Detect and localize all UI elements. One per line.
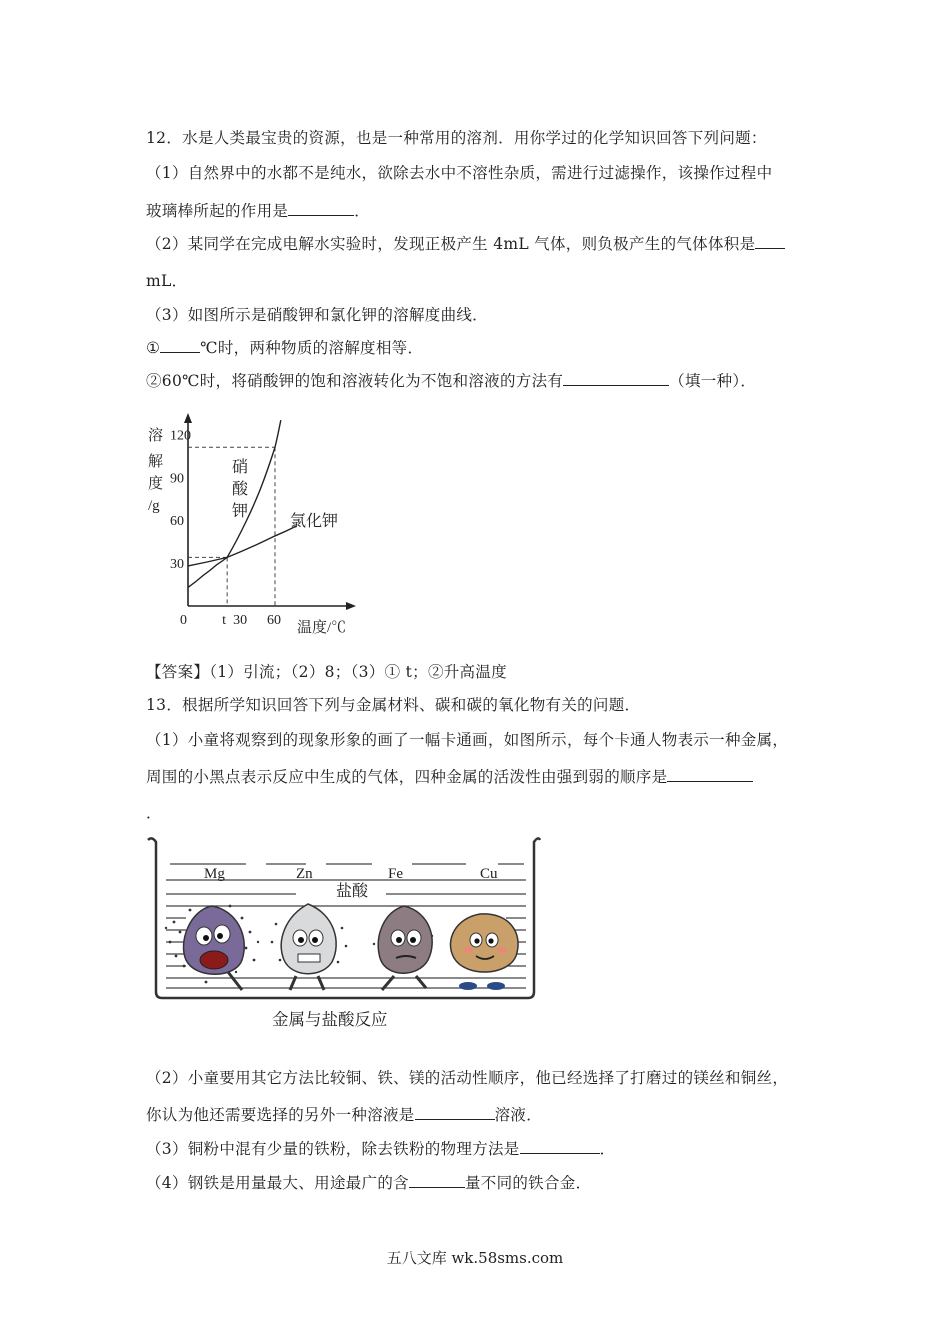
circled-1: ① bbox=[146, 339, 161, 357]
q12-part3: （3）如图所示是硝酸钾和氯化钾的溶解度曲线． bbox=[146, 306, 488, 324]
q13-part2-line2 bbox=[146, 1103, 542, 1125]
metal-label-mg: Mg bbox=[204, 866, 225, 882]
q13-part1-line3: ． bbox=[146, 804, 162, 822]
y-axis-label-char: 解 bbox=[148, 454, 164, 470]
q12-stem: 12．水是人类最宝贵的资源，也是一种常用的溶剂．用你学过的化学知识回答下列问题： bbox=[146, 129, 767, 147]
q12-part3-sub2 bbox=[146, 369, 756, 391]
x-tick-label: 60 bbox=[267, 613, 281, 628]
q13-part2-end: 溶液． bbox=[494, 1106, 543, 1124]
beaker-illustration bbox=[146, 832, 542, 1004]
answer-blank[interactable] bbox=[409, 1173, 465, 1188]
answer-blank[interactable] bbox=[160, 338, 200, 353]
q13-part1-line1: （1）小童将观察到的现象形象的画了一幅卡通画，如图所示，每个卡通人物表示一种金属， bbox=[146, 731, 789, 749]
kno3-label-char: 钾 bbox=[232, 503, 249, 520]
kcl-label: 氯化钾 bbox=[290, 513, 339, 530]
metal-label-zn: Zn bbox=[296, 866, 313, 882]
q12-part1-line2 bbox=[146, 199, 370, 221]
answer-blank[interactable] bbox=[415, 1105, 495, 1120]
y-axis-arrow bbox=[184, 413, 192, 423]
q13-part2-text: 你认为他还需要选择的另外一种溶液是 bbox=[146, 1106, 415, 1124]
y-tick-label: 90 bbox=[170, 471, 184, 487]
q12-part1-end: ． bbox=[354, 202, 371, 220]
q13-part3 bbox=[146, 1137, 615, 1159]
acid-label: 盐酸 bbox=[336, 881, 369, 900]
q12-part2-line2: mL． bbox=[146, 272, 188, 290]
q12-part3-sub1 bbox=[146, 336, 423, 358]
x-tick-label: t bbox=[222, 613, 227, 628]
footer-watermark: 五八文库 wk.58sms.com bbox=[386, 1249, 564, 1267]
q12-part3-sub1-text: ℃时，两种物质的溶解度相等． bbox=[200, 339, 424, 357]
x-axis-label: 温度/℃ bbox=[297, 620, 347, 636]
origin-label: 0 bbox=[180, 613, 187, 628]
zn-character bbox=[271, 904, 348, 990]
kcl-curve bbox=[188, 526, 297, 566]
solubility-chart bbox=[140, 408, 380, 640]
q13-part4-text: （4）钢铁是用量最大、用途最广的含 bbox=[146, 1174, 409, 1192]
q13-part1-line2 bbox=[146, 765, 753, 787]
answer-blank[interactable] bbox=[288, 201, 354, 216]
q12-part3-sub2-text: ②60℃时，将硝酸钾的饱和溶液转化为不饱和溶液的方法有 bbox=[146, 372, 564, 390]
answer-blank[interactable] bbox=[667, 767, 753, 782]
q12-part2-line1 bbox=[146, 232, 785, 254]
q13-part1-text: 周围的小黑点表示反应中生成的气体，四种金属的活泼性由强到弱的顺序是 bbox=[146, 768, 668, 786]
y-axis-label-char: 度 bbox=[148, 476, 164, 492]
q13-part4 bbox=[146, 1171, 591, 1193]
x-axis-arrow bbox=[346, 602, 356, 610]
q12-part1-line1: （1）自然界中的水都不是纯水，欲除去水中不溶性杂质，需进行过滤操作，该操作过程中 bbox=[146, 164, 773, 182]
q13-stem: 13．根据所学知识回答下列与金属材料、碳和碳的氧化物有关的问题． bbox=[146, 696, 641, 714]
answer-blank[interactable] bbox=[520, 1139, 600, 1154]
y-tick-label: 60 bbox=[170, 514, 184, 530]
kno3-label-char: 酸 bbox=[232, 481, 249, 498]
y-tick-label: 30 bbox=[170, 557, 184, 573]
q12-part3-sub2-end: （填一种）． bbox=[669, 372, 757, 390]
metal-label-cu: Cu bbox=[480, 866, 498, 882]
q12-part1-text: 玻璃棒所起的作用是 bbox=[146, 202, 289, 220]
q13-part4-end: 量不同的铁合金． bbox=[464, 1174, 592, 1192]
answer-blank[interactable] bbox=[755, 234, 785, 249]
q12-answer: 【答案】（1）引流；（2）8；（3）① t；②升高温度 bbox=[146, 663, 507, 681]
answer-blank[interactable] bbox=[563, 371, 669, 386]
kno3-label-char: 硝 bbox=[232, 459, 249, 476]
y-axis-label-char: 溶 bbox=[148, 428, 164, 444]
q13-part2-line1: （2）小童要用其它方法比较铜、铁、镁的活动性顺序，他已经选择了打磨过的镁丝和铜丝， bbox=[146, 1069, 789, 1087]
q13-part3-end: ． bbox=[599, 1140, 616, 1158]
x-tick-label: 30 bbox=[233, 613, 248, 628]
q13-part3-text: （3）铜粉中混有少量的铁粉，除去铁粉的物理方法是 bbox=[146, 1140, 520, 1158]
q12-part2-text: （2）某同学在完成电解水实验时，发现正极产生 4mL 气体，则负极产生的气体体积是 bbox=[146, 235, 756, 253]
metal-label-fe: Fe bbox=[388, 866, 403, 882]
y-tick-label: 120 bbox=[170, 428, 191, 444]
y-axis-label-char: /g bbox=[148, 498, 160, 514]
figure-caption: 金属与盐酸反应 bbox=[272, 1010, 388, 1029]
